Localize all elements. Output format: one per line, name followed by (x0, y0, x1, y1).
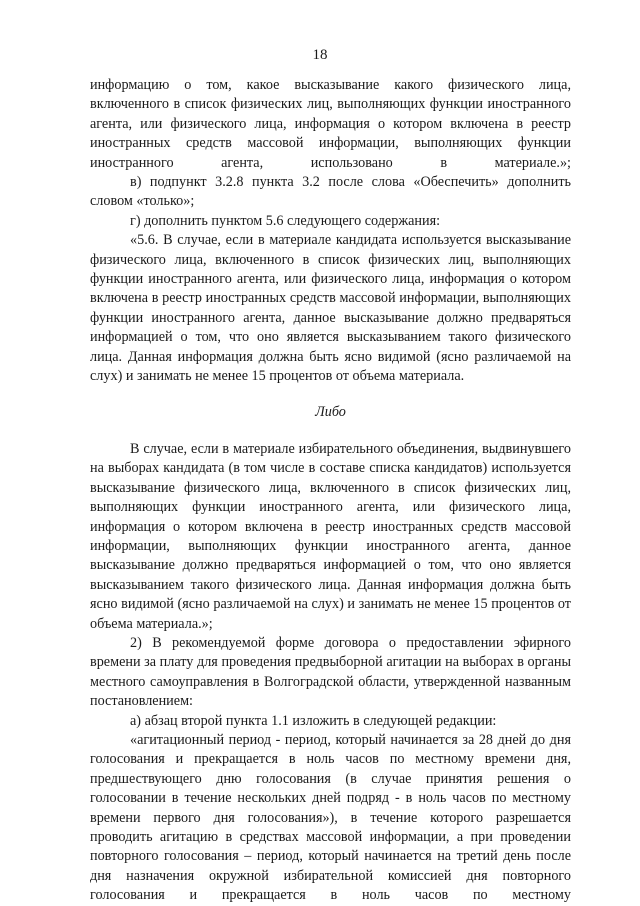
document-body (90, 76, 571, 906)
paragraph-subpoint-a: а) абзац второй пункта 1.1 изложить в следующей редакции: (130, 712, 497, 729)
paragraph-subpoint-v: в) подпункт 3.2.8 пункта 3.2 после слова «Обеспечить» дополнить словом «только»; (90, 174, 571, 210)
separator-heading: Либо (315, 403, 346, 420)
paragraph-item-2: 2) В рекомендуемой форме договора о предоставлении эфирного времени за плату для проведения предвыборной агитации на выборах в органы местного самоуправления в Волгоградской области, утвержденной названным постановлением: (90, 634, 571, 710)
paragraph-continuation: информацию о том, какое высказывание какого физического лица, включенного в список физических лиц, выполняющих функции иностранного агента, или физического лица, информация о котором включена в реестр иностранных средств массовой информации, выполняющих функции иностранного агента, использовано в материале.»; (90, 77, 571, 171)
page-number: 18 (312, 47, 328, 63)
paragraph-party-material: В случае, если в материале избирательного объединения, выдвинувшего на выборах кандидата (в том числе в составе списка кандидатов) используется высказывание физического лица, включенного в список физических лиц, выполняющих функции иностранного агента, или физического лица, информация о котором включена в реестр иностранных средств массовой информации, выполняющих функции иностранного агента, данное высказывание должно предваряться информацией о том, что оно является высказыванием такого физического лица. Данная информация должна быть ясно видимой (ясно различаемой на слух) и занимать не менее 15 процентов от объема материала.»; (90, 440, 571, 632)
paragraph-subpoint-g: г) дополнить пунктом 5.6 следующего содержания: (130, 212, 441, 229)
paragraph-clause-5-6: «5.6. В случае, если в материале кандидата используется высказывание физического лица, включенного в список физических лиц, выполняющих функции иностранного агента, или физического лица, информация о котором включена в реестр иностранных средств массовой информации, выполняющих функции иностранного агента, данное высказывание должно предваряться информацией о том, что оно является высказыванием такого физического лица. Данная информация должна быть ясно видимой (ясно различаемой на слух) и занимать не менее 15 процентов от объема материала. (90, 232, 571, 385)
paragraph-agitation-period: «агитационный период - период, который начинается за 28 дней до дня голосования и прекращается в ноль часов по местному времени дня, предшествующего дню голосования (в случае принятия решения о голосовании в течение нескольких дней подряд - в ноль часов по местному времени первого дня голосования»), в течение которого разрешается проводить агитацию в средствах массовой информации, а при проведении повторного голосования – период, который начинается на третий день после дня назначения окружной избирательной комиссией дня повторного голосования и прекращается в ноль часов по местному (90, 732, 571, 904)
